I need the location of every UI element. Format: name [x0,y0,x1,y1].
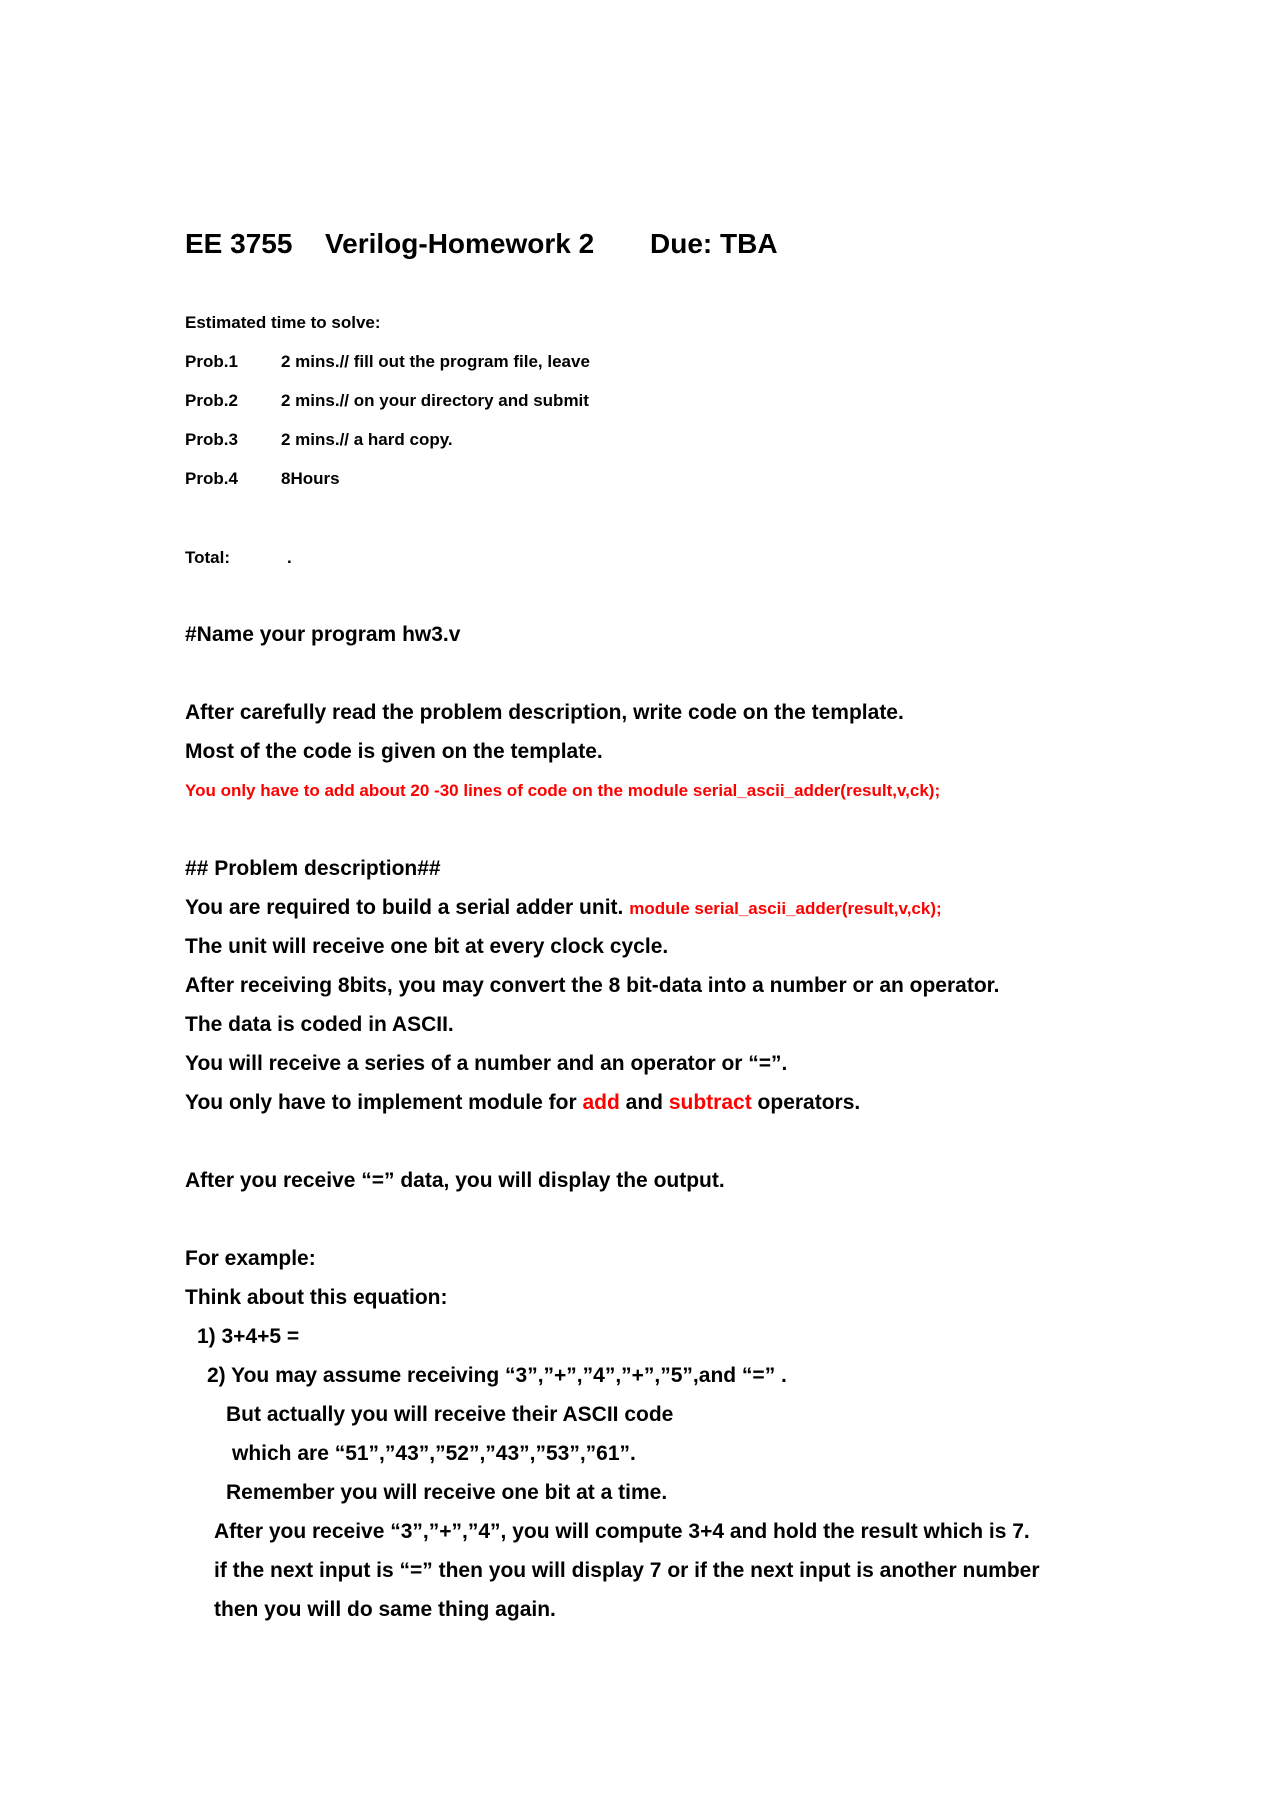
page-title [185,230,778,258]
problem-label: Prob.1 [185,352,238,371]
example-line: 2) You may assume receiving “3”,”+”,”4”,”+”,”5”,and “=” . [207,1364,787,1387]
problem-text: operators. [751,1091,861,1114]
intro-line: After carefully read the problem description, write code on the template. [185,701,904,724]
intro-note: You only have to add about 20 -30 lines of code on the module serial_ascii_adder(result,v,ck); [185,781,941,800]
problem-time: 2 mins.// a hard copy. [281,430,453,449]
estimate-heading: Estimated time to solve: [185,313,381,332]
example-line: But actually you will receive their ASCII code [226,1403,674,1426]
problem-row [185,470,340,487]
homework-title: Verilog-Homework 2 [325,228,595,259]
example-line: Think about this equation: [185,1286,448,1309]
module-signature: module serial_ascii_adder(result,v,ck); [629,899,942,918]
total-label: Total: [185,548,231,567]
problem-time: 2 mins.// fill out the program file, leave [281,352,590,371]
problem-line: After receiving 8bits, you may convert the 8 bit-data into a number or an operator. [185,974,1000,997]
problem-line [185,1092,860,1113]
problem-row [185,353,590,370]
problem-line: You will receive a series of a number and an operator or “=”. [185,1052,788,1075]
total-row [185,549,292,566]
problem-line: The data is coded in ASCII. [185,1013,454,1036]
example-line: After you receive “3”,”+”,”4”, you will compute 3+4 and hold the result which is 7. [214,1520,1030,1543]
problem-text: You are required to build a serial adder unit. [185,896,624,919]
example-line: Remember you will receive one bit at a time. [226,1481,668,1504]
intro-line: Most of the code is given on the template. [185,740,603,763]
problem-time: 8Hours [281,469,340,488]
subtract-operator: subtract [668,1091,752,1114]
problem-line: The unit will receive one bit at every clock cycle. [185,935,669,958]
due-date: Due: TBA [650,228,778,259]
total-value: . [287,548,292,567]
add-operator: add [582,1091,620,1114]
problem-row [185,431,453,448]
problem-heading: ## Problem description## [185,857,441,880]
problem-label: Prob.3 [185,430,238,449]
problem-label: Prob.4 [185,469,238,488]
problem-time: 2 mins.// on your directory and submit [281,391,589,410]
problem-text: You only have to implement module for [185,1091,583,1114]
example-line: then you will do same thing again. [214,1598,556,1621]
example-line: if the next input is “=” then you will display 7 or if the next input is another number [214,1559,1040,1582]
problem-line [185,897,942,918]
example-heading: For example: [185,1247,316,1270]
problem-line: After you receive “=” data, you will display the output. [185,1169,725,1192]
problem-row [185,392,589,409]
program-name: #Name your program hw3.v [185,623,461,646]
problem-label: Prob.2 [185,391,238,410]
course-code: EE 3755 [185,228,293,259]
problem-text: and [619,1091,669,1114]
example-line: 1) 3+4+5 = [197,1325,300,1348]
example-line: which are “51”,”43”,”52”,”43”,”53”,”61”. [232,1442,636,1465]
